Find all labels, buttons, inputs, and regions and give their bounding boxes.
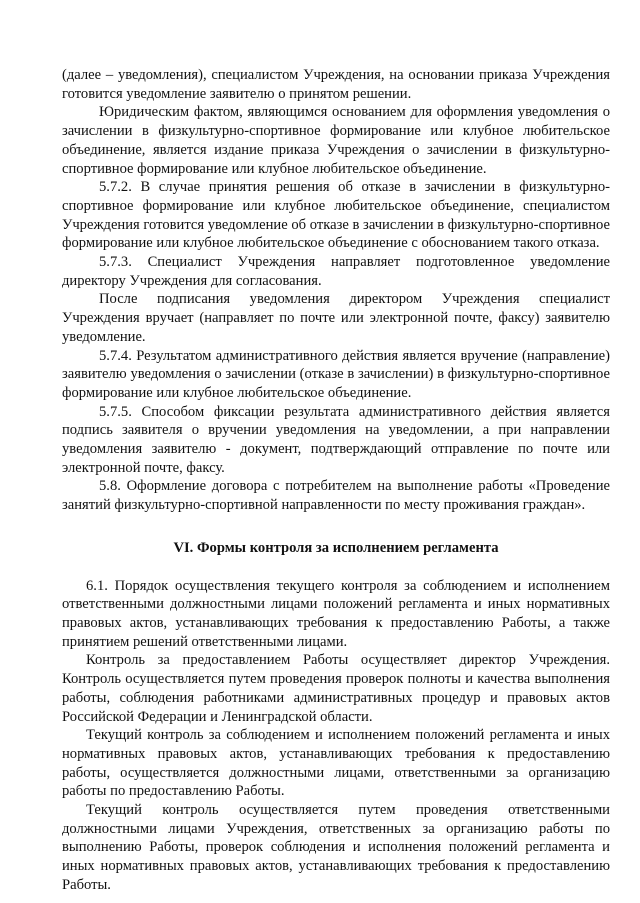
paragraph-6-1: 6.1. Порядок осуществления текущего контроля за соблюдением и исполнением ответственными должностными лицами положений регламента и иных нормативных правовых актов, устанавливающих требования к предоставлению Работы, а также принятием решений ответственными лицами. — [62, 577, 610, 650]
paragraph-continuation: (далее – уведомления), специалистом Учреждения, на основании приказа Учреждения готовится уведомление заявителю о принятом решении. — [62, 67, 610, 102]
paragraph-control-director: Контроль за предоставлением Работы осуществляет директор Учреждения. Контроль осуществляется путем проведения проверок полноты и качества выполнения работы, соблюдения работниками административных процедур и правовых актов Российской Федерации и Ленинградской области. — [62, 652, 610, 725]
section-heading: VI. Формы контроля за исполнением регламента — [173, 539, 499, 556]
paragraph-5-7-2: 5.7.2. В случае принятия решения об отказе в зачислении в физкультурно-спортивное формирование или клубное любительское объединение, специалистом Учреждения готовится уведомление об отказе в зачислении в физкультурно-спортивное формирование или клубное любительское объединение с обоснованием такого отказа. — [62, 179, 610, 252]
paragraph-after-signing: После подписания уведомления директором Учреждения специалист Учреждения вручает (направляет по почте или электронной почте, факсу) заявителю уведомление. — [62, 291, 610, 345]
paragraph-5-7-4: 5.7.4. Результатом административного действия является вручение (направление) заявителю уведомления о зачислении (отказе в зачислении) в физкультурно-спортивное формирование или клубное любительское объединение. — [62, 347, 610, 401]
paragraph-current-control: Текущий контроль за соблюдением и исполнением положений регламента и иных нормативных правовых актов, устанавливающих требования к предоставлению работы, осуществляется должностными лицами, ответственными за организацию работы по предоставлению Работы. — [62, 727, 610, 800]
paragraph-control-method: Текущий контроль осуществляется путем проведения ответственными должностными лицами Учреждения, ответственных за организацию работы по выполнению Работы, проверок соблюдения и исполнения положений регламента и иных нормативных правовых актов, устанавливающих требования к предоставлению Работы. — [62, 802, 610, 893]
paragraph-5-7-3: 5.7.3. Специалист Учреждения направляет подготовленное уведомление директору Учреждения для согласования. — [62, 254, 610, 289]
paragraph-5-8: 5.8. Оформление договора с потребителем на выполнение работы «Проведение занятий физкультурно-спортивной направленности по месту проживания граждан». — [62, 478, 610, 514]
document-body — [62, 66, 610, 895]
paragraph-legal-fact: Юридическим фактом, являющимся основанием для оформления уведомления о зачислении в физкультурно-спортивное формирование или клубное любительское объединение, является издание приказа Учреждения о зачислении в физкультурно-спортивное формирование или клубное любительское объединение. — [62, 104, 610, 177]
paragraph-5-7-5: 5.7.5. Способом фиксации результата административного действия является подпись заявителя о вручении уведомления на уведомлении, а при направлении уведомления заявителю - документ, подтверждающий отправление по почте или электронной почте, факсу. — [62, 403, 610, 476]
